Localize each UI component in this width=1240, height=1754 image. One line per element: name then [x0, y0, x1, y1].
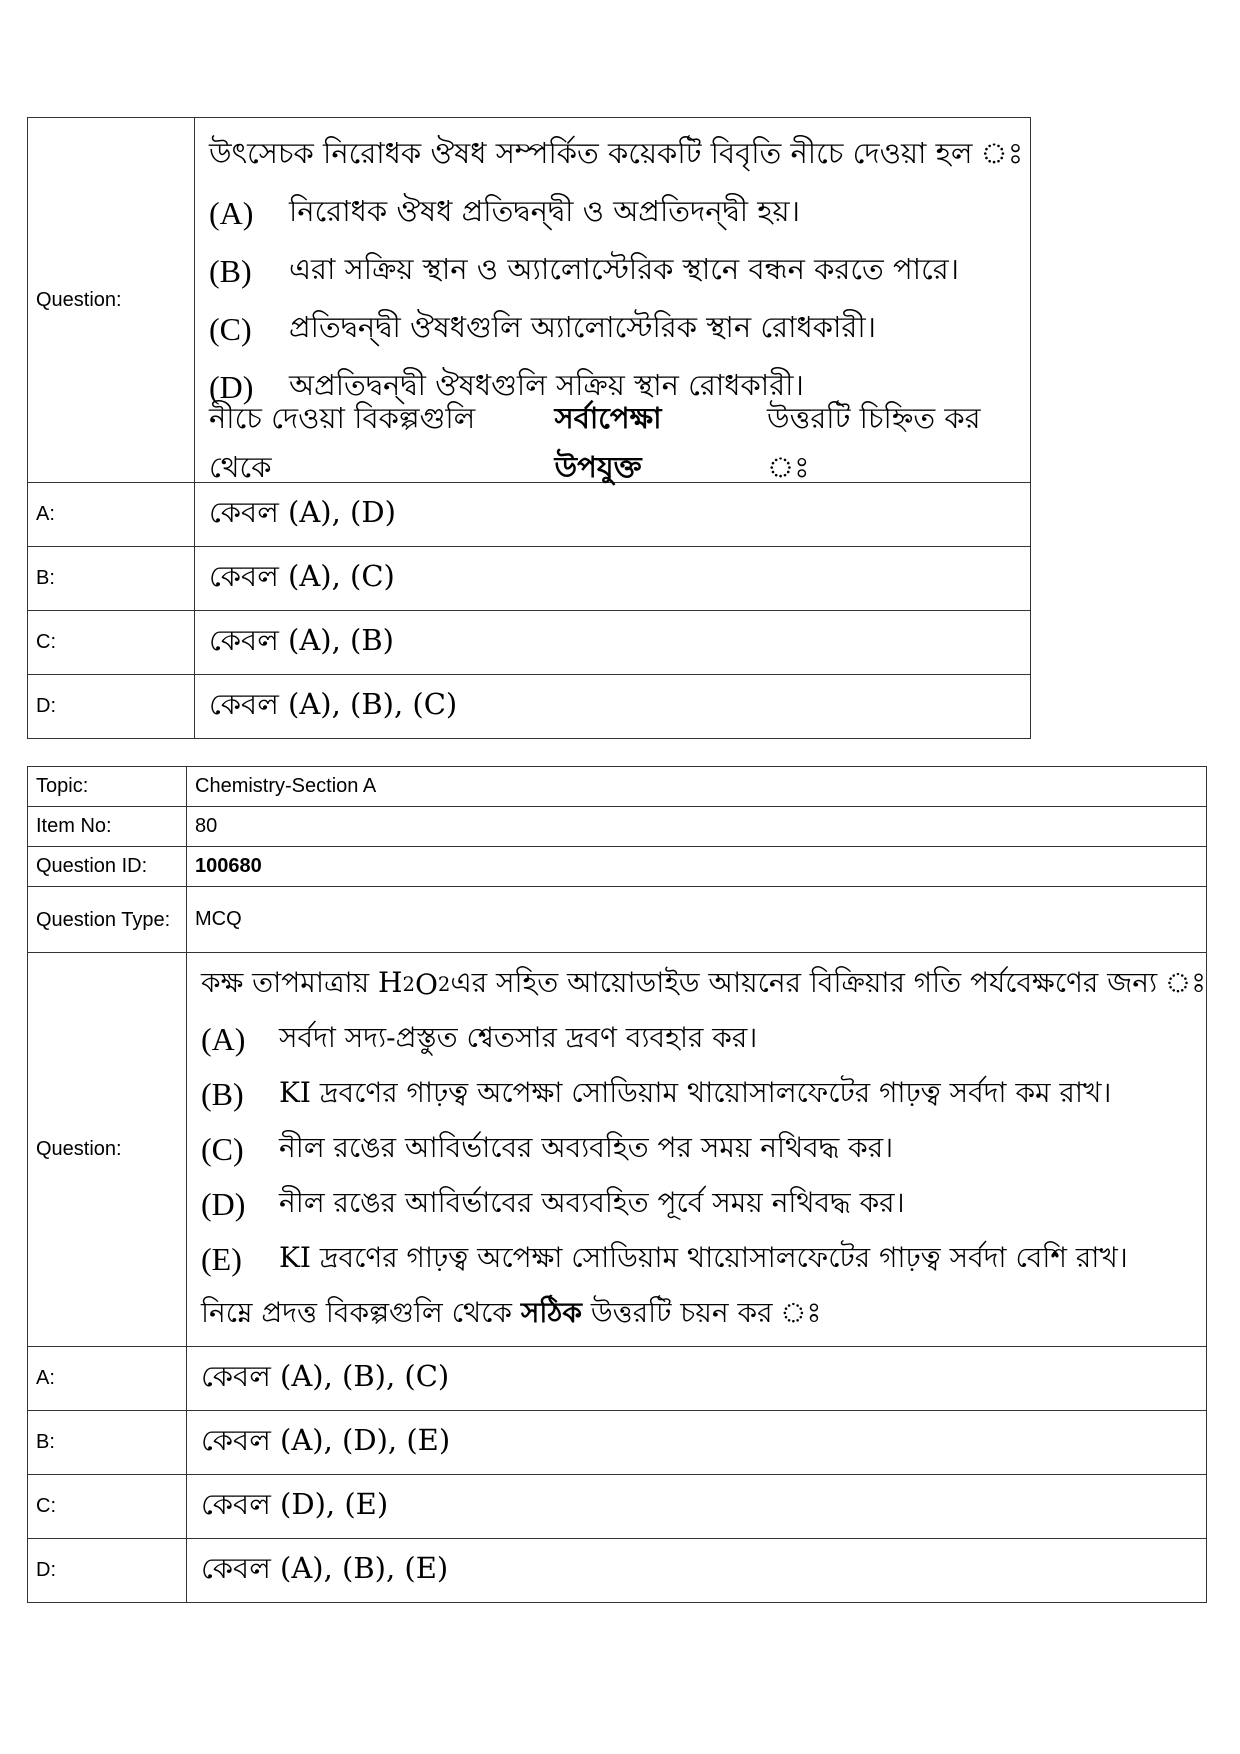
option-text: কেবল (A), (B), (E) [187, 1539, 1207, 1603]
question-table-2 [27, 766, 1207, 1603]
option-row-c[interactable] [28, 611, 1031, 675]
option-label: A: [28, 483, 195, 547]
option-label: A: [28, 1347, 187, 1411]
statement-tag: (A) [201, 1021, 246, 1057]
question-label: Question: [28, 953, 187, 1347]
option-text: কেবল (A), (D) [195, 483, 1031, 547]
statement-tag: (B) [209, 252, 252, 289]
question-type-value: MCQ [187, 887, 1207, 953]
statement-tag: (D) [201, 1186, 246, 1222]
instruction-post: উত্তরটি চিহ্নিত কর ঃ [766, 401, 981, 484]
instruction-pre: নীচে দেওয়া বিকল্পগুলি থেকে [209, 401, 476, 484]
question-instruction [209, 401, 1030, 484]
topic-label: Topic: [28, 767, 187, 807]
statement-tag: (D) [209, 368, 254, 405]
statement-text: এরা সক্রিয় স্থান ও অ্যালোস্টেরিক স্থানে বন্ধন করতে পারে। [289, 251, 960, 286]
option-text: কেবল (A), (D), (E) [187, 1411, 1207, 1475]
option-row-d[interactable] [28, 1539, 1207, 1603]
intro-post: এর সহিত আয়োডাইড আয়নের বিক্রিয়ার গতি পর্যবেক্ষণের জন্য ঃ [450, 966, 1206, 999]
instruction-pre: নিম্নে প্রদত্ত বিকল্পগুলি থেকে [201, 1296, 512, 1329]
option-label: B: [28, 1411, 187, 1475]
statement-tag: (B) [201, 1076, 244, 1112]
question-label: Question: [28, 118, 195, 483]
option-label: B: [28, 547, 195, 611]
topic-value: Chemistry-Section A [187, 767, 1207, 807]
statement-text: সর্বদা সদ্য-প্রস্তুত শ্বেতসার দ্রবণ ব্যবহার কর। [279, 1021, 758, 1054]
statement-e [201, 1232, 1206, 1287]
option-text: কেবল (A), (B) [195, 611, 1031, 675]
option-row-d[interactable] [28, 675, 1031, 739]
statement-a [209, 184, 1030, 242]
statement-tag: (C) [209, 310, 252, 347]
intro-pre: কক্ষ তাপমাত্রায় H [201, 966, 403, 999]
option-text: কেবল (A), (B), (C) [195, 675, 1031, 739]
option-text: কেবল (D), (E) [187, 1475, 1207, 1539]
option-row-c[interactable] [28, 1475, 1207, 1539]
question-intro [201, 957, 1206, 1012]
statement-text: নীল রঙের আবির্ভাবের অব্যবহিত পর সময় নথিবদ্ধ কর। [279, 1131, 894, 1164]
intro-sub-1: 2 [402, 973, 415, 996]
item-no-value: 80 [187, 807, 1207, 847]
option-row-a[interactable] [28, 1347, 1207, 1411]
intro-mid: O [414, 968, 438, 1001]
question-table-1 [27, 117, 1031, 739]
statement-tag: (A) [209, 194, 254, 231]
statement-b [201, 1067, 1206, 1122]
question-instruction [201, 1287, 1206, 1342]
question-body [195, 118, 1031, 483]
question-type-label: Question Type: [28, 887, 187, 953]
statement-tag: (C) [201, 1131, 244, 1167]
option-text: কেবল (A), (C) [195, 547, 1031, 611]
statement-d [201, 1177, 1206, 1232]
question-body [187, 953, 1207, 1347]
option-row-b[interactable] [28, 1411, 1207, 1475]
option-text: কেবল (A), (B), (C) [187, 1347, 1207, 1411]
question-intro: উৎসেচক নিরোধক ঔষধ সম্পর্কিত কয়েকটি বিবৃতি নীচে দেওয়া হল ঃ [209, 135, 1024, 170]
statement-b [209, 242, 1030, 300]
statement-c [201, 1122, 1206, 1177]
option-label: D: [28, 1539, 187, 1603]
option-label: C: [28, 1475, 187, 1539]
intro-sub-2: 2 [437, 973, 451, 996]
option-label: C: [28, 611, 195, 675]
statement-text: নীল রঙের আবির্ভাবের অব্যবহিত পূর্বে সময় নথিবদ্ধ কর। [279, 1186, 905, 1219]
statement-text: অপ্রতিদ্বন্দ্বী ঔষধগুলি সক্রিয় স্থান রোধকারী। [289, 367, 804, 402]
question-id-value: 100680 [187, 847, 1207, 887]
statement-text: নিরোধক ঔষধ প্রতিদ্বন্দ্বী ও অপ্রতিদন্দ্বী হয়। [289, 193, 800, 228]
option-row-b[interactable] [28, 547, 1031, 611]
statement-text: প্রতিদ্বন্দ্বী ঔষধগুলি অ্যালোস্টেরিক স্থান রোধকারী। [289, 309, 877, 344]
statement-text: KI দ্রবণের গাঢ়ত্ব অপেক্ষা সোডিয়াম থায়োসালফেটের গাঢ়ত্ব সর্বদা কম রাখ। [279, 1076, 1112, 1109]
statement-tag: (E) [201, 1241, 242, 1277]
item-no-label: Item No: [28, 807, 187, 847]
statement-c [209, 300, 1030, 358]
instruction-bold: সঠিক [520, 1296, 582, 1329]
option-label: D: [28, 675, 195, 739]
instruction-bold: সর্বাপেক্ষা উপযুক্ত [554, 401, 662, 484]
statement-text: KI দ্রবণের গাঢ়ত্ব অপেক্ষা সোডিয়াম থায়োসালফেটের গাঢ়ত্ব সর্বদা বেশি রাখ। [279, 1241, 1128, 1274]
statement-a [201, 1012, 1206, 1067]
question-id-label: Question ID: [28, 847, 187, 887]
instruction-post: উত্তরটি চয়ন কর ঃ [590, 1296, 822, 1329]
